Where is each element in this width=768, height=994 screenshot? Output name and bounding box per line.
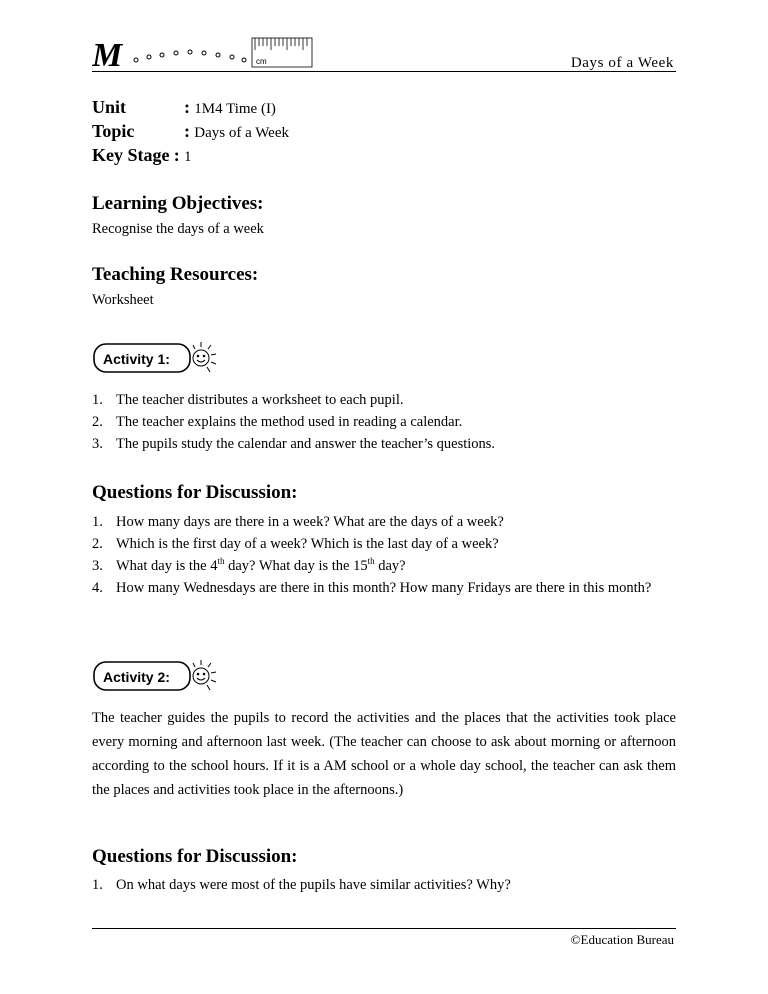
header-logo xyxy=(92,36,317,72)
meta-unit-label: Unit xyxy=(92,97,127,117)
activity-2-label: Activity 2: xyxy=(103,669,170,685)
header-doc-title: Days of a Week xyxy=(570,55,674,71)
activity-1-badge xyxy=(93,338,219,378)
activity-2-badge xyxy=(93,656,219,696)
list-item: 1. How many days are there in a week? What are the days of a week? xyxy=(92,514,504,530)
meta-topic-row xyxy=(92,120,289,144)
list-item: 4. How many Wednesdays are there in this month? How many Fridays are there in this month? xyxy=(92,580,652,596)
objectives-text: Recognise the days of a week xyxy=(92,221,264,237)
meta-stage-row xyxy=(92,144,191,168)
list-item: 3. What day is the 4th day? What day is the 15th day? xyxy=(92,556,406,574)
list-item: 2. The teacher explains the method used in reading a calendar. xyxy=(92,414,463,430)
discussion-2-heading: Questions for Discussion: xyxy=(92,846,298,867)
list-item: 3. The pupils study the calendar and answer the teacher’s questions. xyxy=(92,436,496,452)
discussion-2-questions xyxy=(92,874,682,896)
discussion-1-questions xyxy=(92,511,682,599)
logo-dots xyxy=(134,50,246,62)
list-item: 2. Which is the first day of a week? Which is the last day of a week? xyxy=(92,536,499,552)
activity-1-steps xyxy=(92,389,682,455)
meta-unit-value: 1M4 Time (I) xyxy=(194,101,276,117)
discussion-1-heading: Questions for Discussion: xyxy=(92,482,298,503)
meta-sep: : xyxy=(173,145,180,165)
meta-stage-label: Key Stage xyxy=(92,145,170,165)
footer-rule xyxy=(92,928,676,929)
activity-2-text: The teacher guides the pupils to record the activities and the places that the activities took place every morning and afternoon last week. (The teacher can choose to ask about morning or afternoon according to the school hours. If it is a AM school or a whole day school, the teacher can ask them the places and activities took place in the afternoons.) xyxy=(92,710,676,798)
meta-unit-row xyxy=(92,96,276,120)
resources-heading: Teaching Resources: xyxy=(92,264,259,285)
meta-sep: : xyxy=(184,121,190,141)
list-item: 1. The teacher distributes a worksheet to each pupil. xyxy=(92,392,404,408)
sun-icon xyxy=(193,660,216,690)
objectives-heading: Learning Objectives: xyxy=(92,193,264,214)
meta-sep: : xyxy=(184,97,190,117)
meta-topic-label: Topic xyxy=(92,121,135,141)
meta-stage-value: 1 xyxy=(183,149,192,165)
header-rule xyxy=(92,71,676,72)
footer-copyright: ©Education Bureau xyxy=(570,932,674,947)
sun-icon xyxy=(193,342,216,372)
list-item: 1. On what days were most of the pupils have similar activities? Why? xyxy=(92,877,511,893)
logo-letter: M xyxy=(92,37,123,72)
logo-unit: cm xyxy=(256,57,267,66)
meta-topic-value: Days of a Week xyxy=(194,125,289,141)
activity-1-label: Activity 1: xyxy=(103,351,170,367)
resources-text: Worksheet xyxy=(92,292,154,308)
